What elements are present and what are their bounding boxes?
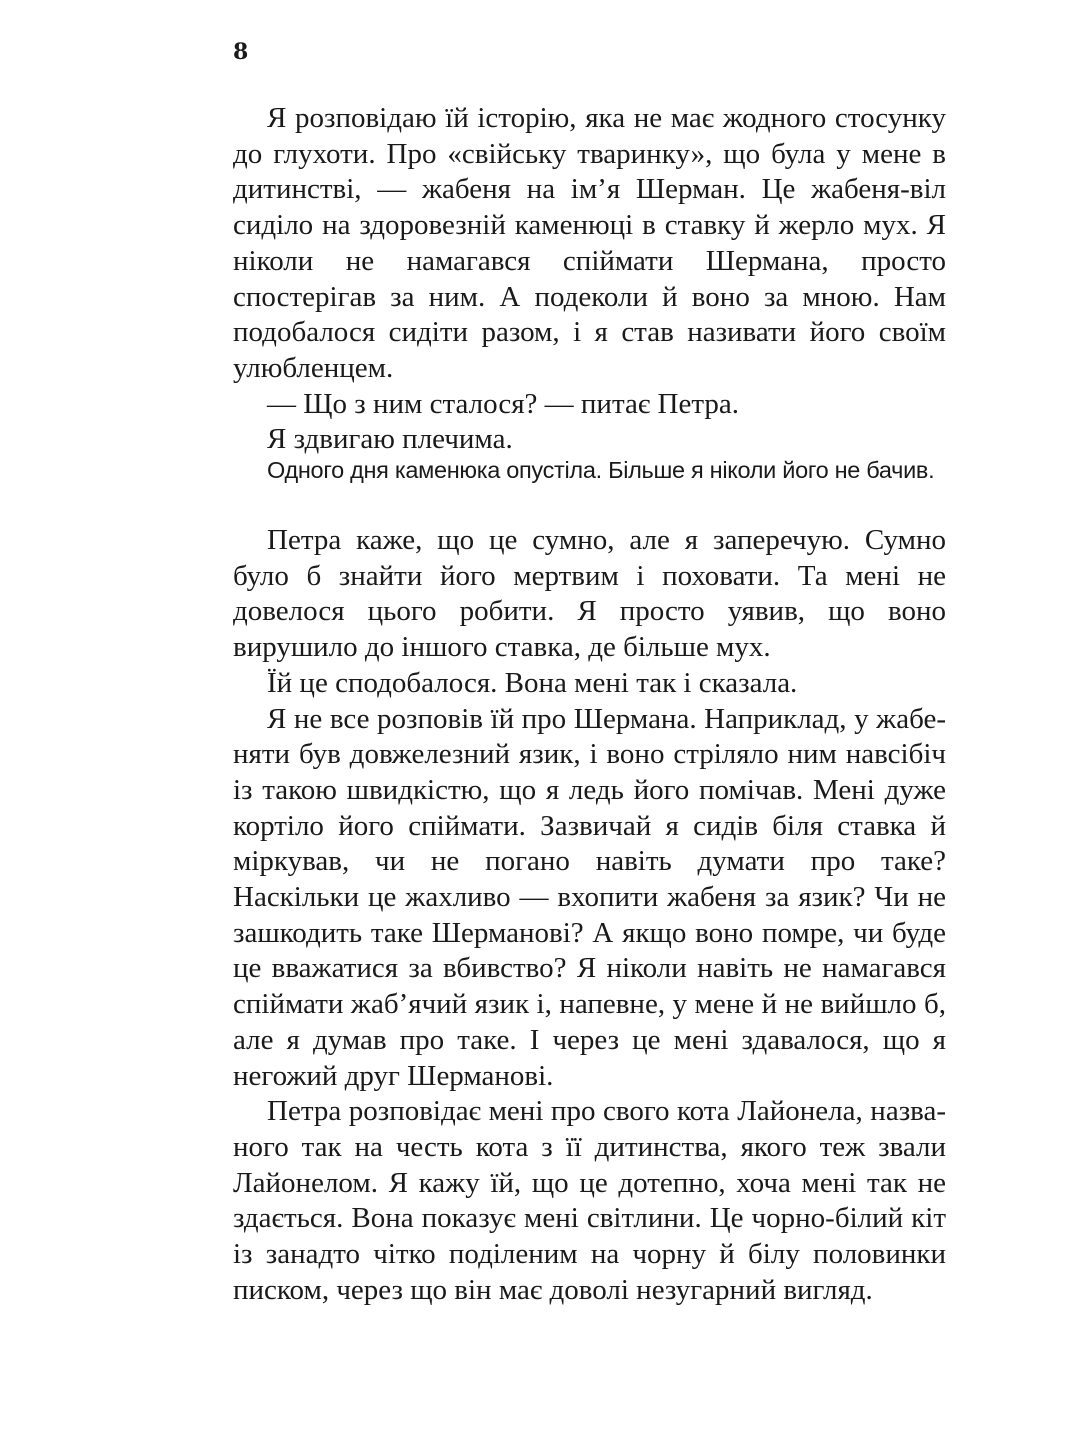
paragraph: Петра розповідає мені про свого кота Лайонела, названого так на честь кота з її дитинства, якого теж звали Лайонелом. Я кажу їй, що це дотепно, хоча мені так не здається. Вона показує мені світлини. Це чорно-білий кіт із занадто чітко поділеним на чорну й білу половинки писком, через що він має доволі незугарний вигляд. — [233, 1095, 946, 1306]
paragraph: Я не все розповів їй про Шермана. Наприклад, у жабеняти був довжелезний язик, і воно стріляло ним навсібіч із такою швидкістю, що я ледь його помічав. Мені дуже кортіло його спіймати. Зазвичай я сидів біля ставка й міркував, чи не погано навіть думати про таке? Наскільки це жахливо — вхопити жабеня за язик? Чи не зашкодить таке Шерманові? А якщо воно помре, чи буде це вважатися за вбивство? Я ніколи навіть не намагався спіймати жаб’ячий язик і, напевне, у мене й не вийшло б, але я думав про таке. І через це мені здавалося, що я негожий друг Шерманові. — [233, 702, 946, 1092]
aside-line: Одного дня каменюка опустіла. Більше я ніколи його не бачив. — [267, 457, 935, 483]
page-number: 8 — [233, 39, 249, 65]
paragraph: Я здвигаю плечима. — [267, 423, 513, 456]
paragraph: Я розповідаю їй історію, яка не має жодного стосунку до глухоти. Про «свійську тваринку», що була у мене в дитинстві, — жабеня на ім’я Шерман. Це жабеня-віл сиділо на здоровезній каменюці в ставку й жерло мух. Я ніколи не намагався спіймати Шермана, просто спостерігав за ним. А подеколи й воно за мною. Нам подобалося сидіти разом, і я став називати його своїм улюбленцем. — [233, 102, 946, 384]
text-block-1 — [233, 101, 946, 458]
text-block-2 — [233, 523, 946, 1308]
paragraph: — Що з ним сталося? — питає Петра. — [267, 387, 740, 420]
paragraph: Їй це сподобалося. Вона мені так і сказала. — [267, 666, 798, 699]
paragraph: Петра каже, що це сумно, але я заперечую. Сумно було б знайти його мертвим і поховати. Та мені не довелося цього робити. Я просто уявив, що воно вирушило до іншого ставка, де більше мух. — [233, 524, 946, 664]
